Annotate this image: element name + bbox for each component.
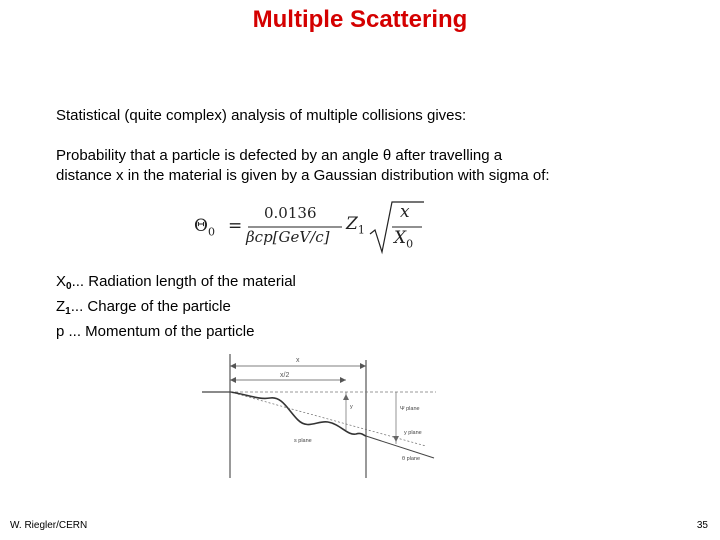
intro-text: Statistical (quite complex) analysis of multiple collisions gives: — [56, 107, 467, 124]
formula-numerator: 0.0136 — [264, 204, 317, 222]
highland-formula — [194, 198, 424, 256]
definition-momentum: p ... Momentum of the particle — [56, 323, 255, 340]
definition-list — [56, 272, 296, 342]
formula-charge: $Z_1$ — [346, 214, 365, 237]
page-number: 35 — [696, 520, 708, 531]
probability-line-2: distance x in the material is given by a Gaussian distribution with sigma of: — [56, 167, 550, 184]
probability-line-1: Probability that a particle is defected by an angle θ after travelling a — [56, 147, 503, 164]
formula-root-denominator: $X_0$ — [394, 228, 414, 251]
label-x: x — [296, 357, 300, 364]
label-theta-plane: θ plane — [402, 456, 421, 462]
scattering-diagram — [196, 350, 446, 482]
footer-author: W. Riegler/CERN — [10, 520, 88, 531]
label-yplane-2: y plane — [404, 430, 422, 436]
formula-equals: = — [228, 216, 243, 236]
label-y-plane: y — [350, 404, 353, 410]
formula-denominator: βcp[GeV/c] — [246, 228, 330, 246]
slide-title: Multiple Scattering — [252, 6, 468, 33]
definition-radiation-length: $X_0$... Radiation length of the material — [56, 273, 296, 292]
label-psi-plane: Ψ plane — [400, 406, 420, 412]
label-s-plane: s plane — [294, 438, 312, 444]
definition-charge: $Z_1$... Charge of the particle — [56, 298, 231, 317]
formula-lhs: $\Theta_0$ — [194, 216, 215, 239]
label-x-half: x/2 — [280, 372, 290, 379]
formula-root-numerator: x — [400, 202, 410, 222]
probability-text — [56, 146, 616, 186]
